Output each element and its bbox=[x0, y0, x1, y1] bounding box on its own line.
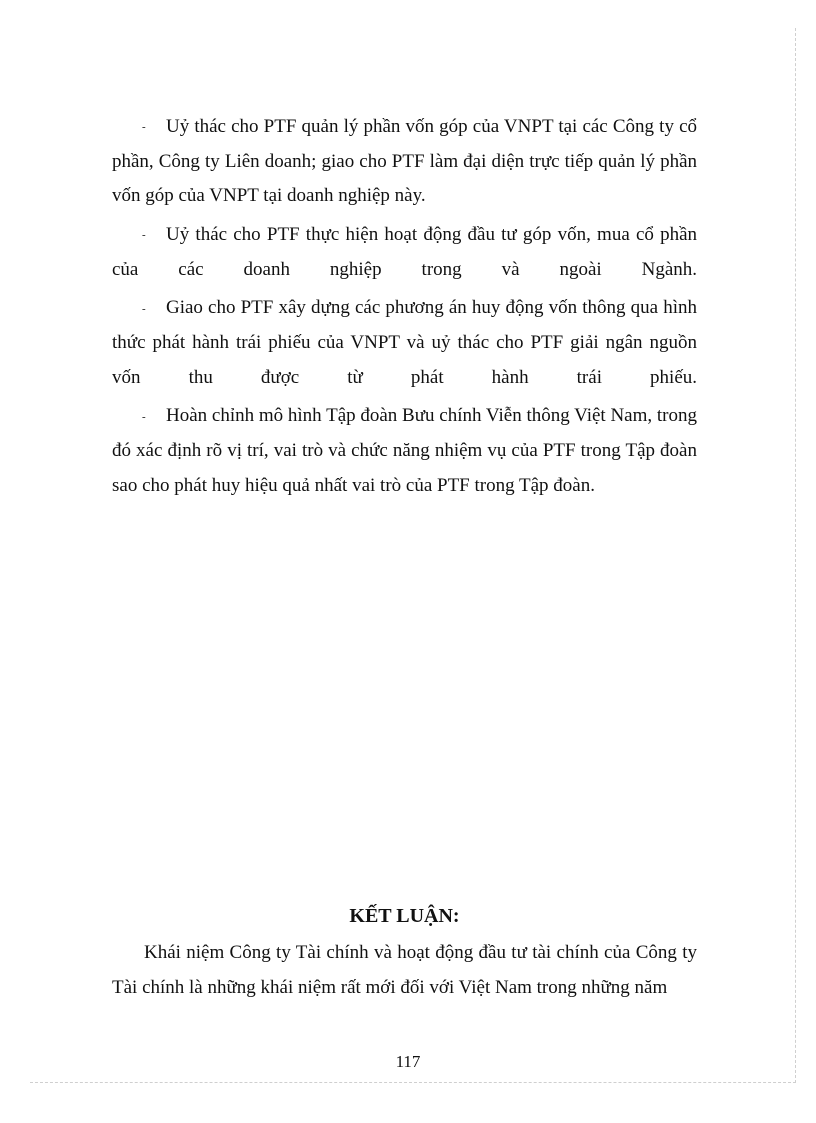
conclusion-paragraph: Khái niệm Công ty Tài chính và hoạt động đầu tư tài chính của Công ty Tài chính là những khái niệm rất mới đối với Việt Nam trong những năm bbox=[112, 942, 697, 998]
list-item bbox=[112, 291, 697, 395]
list-item-text: Uỷ thác cho PTF thực hiện hoạt động đầu tư góp vốn, mua cổ phần của các doanh nghiệp trong và ngoài Ngành. bbox=[112, 223, 697, 280]
list-item-text: Giao cho PTF xây dựng các phương án huy động vốn thông qua hình thức phát hành trái phiếu của VNPT và uỷ thác cho PTF giải ngân nguồn vốn thu được từ phát hành trái phiếu. bbox=[112, 297, 697, 388]
bullet-list bbox=[112, 110, 697, 507]
list-item bbox=[112, 399, 697, 503]
page-number: 117 bbox=[395, 1052, 421, 1071]
page-edge-right bbox=[795, 28, 796, 1083]
list-item bbox=[112, 110, 697, 214]
bullet-marker: - bbox=[142, 121, 146, 134]
section-heading: KẾT LUẬN: bbox=[349, 905, 460, 927]
bullet-marker: - bbox=[142, 410, 146, 423]
bullet-marker: - bbox=[142, 302, 146, 315]
bullet-marker: - bbox=[142, 229, 146, 242]
list-item-text: Uỷ thác cho PTF quản lý phần vốn góp của VNPT tại các Công ty cổ phần, Công ty Liên doanh; giao cho PTF làm đại diện trực tiếp quản lý phần vốn góp của VNPT tại doanh nghiệp này. bbox=[112, 116, 697, 207]
page-edge-bottom bbox=[30, 1082, 796, 1083]
list-item-text: Hoàn chỉnh mô hình Tập đoàn Bưu chính Viễn thông Việt Nam, trong đó xác định rõ vị trí, vai trò và chức năng nhiệm vụ của PTF trong Tập đoàn sao cho phát huy hiệu quả nhất vai trò của PTF trong Tập đoàn. bbox=[112, 405, 697, 496]
list-item bbox=[112, 218, 697, 287]
